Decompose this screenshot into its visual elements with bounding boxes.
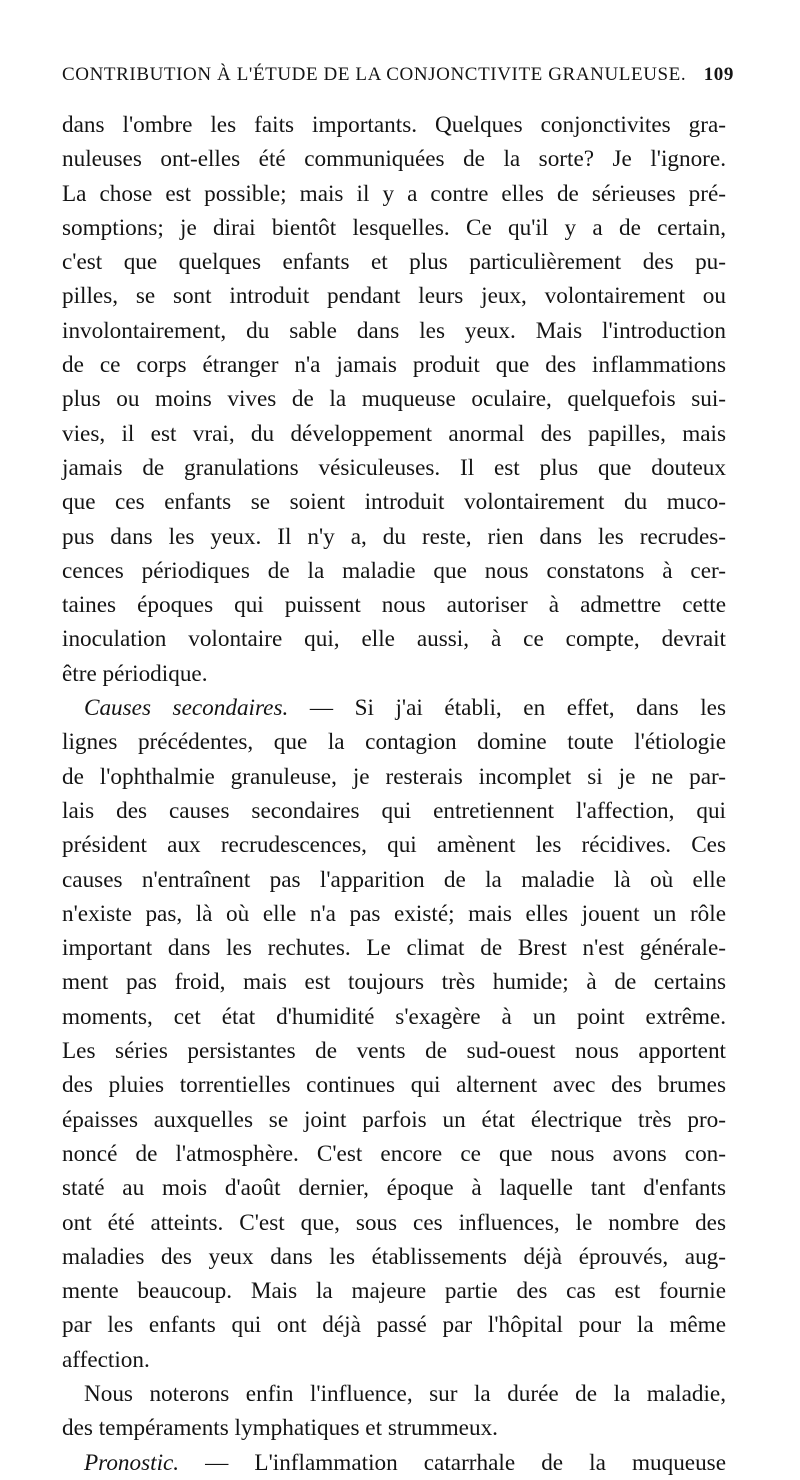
text-line: involontairement, du sable dans les yeux. Mais l'introduction <box>62 317 726 344</box>
text-line: Nous noterons enfin l'influence, sur la durée de la maladie, <box>84 1380 726 1407</box>
text-line: jamais de granulations vésiculeuses. Il est plus que douteux <box>62 454 726 481</box>
text-line: causes n'entraînent pas l'apparition de la maladie là où elle <box>62 866 726 893</box>
text-line: n'existe pas, là où elle n'a pas existé; mais elles jouent un rôle <box>62 900 726 927</box>
text-line: staté au mois d'août dernier, époque à laquelle tant d'enfants <box>62 1175 726 1202</box>
text-line: Les séries persistantes de vents de sud-ouest nous apportent <box>62 1038 726 1065</box>
text-line: important dans les rechutes. Le climat de Brest n'est générale- <box>62 935 726 962</box>
text-line: pus dans les yeux. Il n'y a, du reste, rien dans les recrudes- <box>62 523 726 550</box>
text-line: des pluies torrentielles continues qui alternent avec des brumes <box>62 1072 726 1099</box>
text-line: maladies des yeux dans les établissements déjà éprouvés, aug- <box>62 1243 726 1270</box>
text-line: affection. <box>62 1346 150 1373</box>
running-head <box>62 64 734 94</box>
text-line: de ce corps étranger n'a jamais produit que des inflammations <box>62 352 726 379</box>
section-first-line-text: — L'inflammation catarrhale de la muqueuse <box>179 1449 726 1476</box>
text-line: être périodique. <box>62 660 208 687</box>
text-line: par les enfants qui ont déjà passé par l'hôpital pour la même <box>62 1312 726 1339</box>
text-line: somptions; je dirai bientôt lesquelles. Ce qu'il y a de certain, <box>62 214 726 241</box>
text-line: plus ou moins vives de la muqueuse oculaire, quelquefois sui- <box>62 386 726 413</box>
section-first-line-text: — Si j'ai établi, en effet, dans les <box>288 695 726 722</box>
section-heading-causes-secondaires: Causes secondaires. <box>84 695 289 722</box>
section-first-line <box>62 1446 726 1480</box>
text-line: que ces enfants se soient introduit volontairement du muco- <box>62 489 726 516</box>
text-line: nuleuses ont-elles été communiquées de la sorte? Je l'ignore. <box>62 146 726 173</box>
text-line: mente beaucoup. Mais la majeure partie des cas est fournie <box>62 1278 726 1305</box>
text-line: des tempéraments lymphatiques et strummeux. <box>62 1415 498 1442</box>
body-text <box>62 108 726 1480</box>
section-first-line <box>62 691 726 725</box>
text-line: taines époques qui puissent nous autoriser à admettre cette <box>62 592 726 619</box>
text-line: lignes précédentes, que la contagion domine toute l'étiologie <box>62 729 726 756</box>
page-number: 109 <box>703 64 734 85</box>
text-line: moments, cet état d'humidité s'exagère à un point extrême. <box>62 1003 726 1030</box>
section-heading-pronostic: Pronostic. <box>84 1449 180 1476</box>
running-title: CONTRIBUTION À L'ÉTUDE DE LA CONJONCTIVITE GRANULEUSE. <box>62 64 687 85</box>
text-line: dans l'ombre les faits importants. Quelques conjonctivites gra- <box>62 112 726 138</box>
text-line: cences périodiques de la maladie que nous constatons à cer- <box>62 557 726 584</box>
text-line: épaisses auxquelles se joint parfois un état électrique très pro- <box>62 1106 726 1133</box>
text-line: ment pas froid, mais est toujours très humide; à de certains <box>62 969 726 996</box>
text-line: ont été atteints. C'est que, sous ces influences, le nombre des <box>62 1209 726 1236</box>
text-line: c'est que quelques enfants et plus particulièrement des pu- <box>62 249 726 276</box>
text-line: de l'ophthalmie granuleuse, je resterais incomplet si je ne par- <box>62 763 726 790</box>
text-line: lais des causes secondaires qui entretiennent l'affection, qui <box>62 797 726 824</box>
text-line: La chose est possible; mais il y a contre elles de sérieuses pré- <box>62 180 726 207</box>
text-line: noncé de l'atmosphère. C'est encore ce que nous avons con- <box>62 1140 726 1167</box>
text-line: vies, il est vrai, du développement anormal des papilles, mais <box>62 420 726 447</box>
text-line: président aux recrudescences, qui amènent les récidives. Ces <box>62 832 726 859</box>
text-line: inoculation volontaire qui, elle aussi, à ce compte, devrait <box>62 626 726 653</box>
text-line: pilles, se sont introduit pendant leurs jeux, volontairement ou <box>62 283 726 310</box>
